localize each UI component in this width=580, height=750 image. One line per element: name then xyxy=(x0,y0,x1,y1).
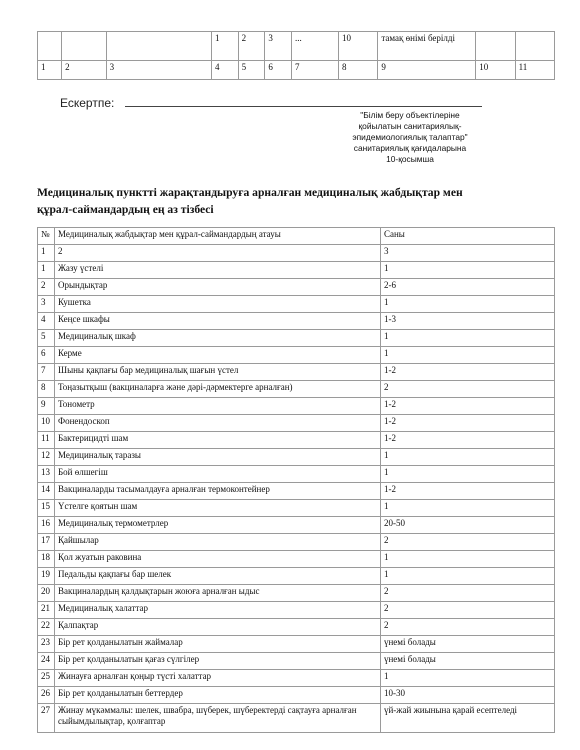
quantity-cell: 1 xyxy=(380,568,554,585)
header-cell: Саны xyxy=(380,228,554,245)
table-row xyxy=(38,245,555,262)
table-cell: 5 xyxy=(238,61,265,80)
quantity-cell: 1-2 xyxy=(380,483,554,500)
row-number-cell: 23 xyxy=(38,636,55,653)
item-name-cell: Вакциналарды тасымалдауға арналған термоконтейнер xyxy=(54,483,380,500)
annex-line: қойылатын санитариялық- xyxy=(358,121,462,131)
item-name-cell: Фонендоскоп xyxy=(54,415,380,432)
table-row xyxy=(38,517,555,534)
item-name-cell: Орындықтар xyxy=(54,279,380,296)
table-cell: 9 xyxy=(378,61,476,80)
table-cell: 6 xyxy=(265,61,292,80)
table-row xyxy=(38,330,555,347)
continued-table xyxy=(37,31,555,80)
row-number-cell: 4 xyxy=(38,313,55,330)
row-number-cell: 8 xyxy=(38,381,55,398)
table-row xyxy=(38,381,555,398)
table-row xyxy=(38,432,555,449)
table-row xyxy=(38,500,555,517)
table-cell: 8 xyxy=(339,61,378,80)
row-number-cell: 20 xyxy=(38,585,55,602)
item-name-cell: Бір рет қолданылатын қағаз сүлгілер xyxy=(54,653,380,670)
table-row xyxy=(38,653,555,670)
item-name-cell: Медициналық шкаф xyxy=(54,330,380,347)
table-cell: ... xyxy=(292,32,339,61)
quantity-cell: 1 xyxy=(380,551,554,568)
equipment-table xyxy=(37,227,555,733)
item-name-cell: Керме xyxy=(54,347,380,364)
row-number-cell: 15 xyxy=(38,500,55,517)
table-cell: 10 xyxy=(339,32,378,61)
table-row xyxy=(38,704,555,733)
table-row xyxy=(38,636,555,653)
table-cell xyxy=(106,32,211,61)
quantity-cell: 1 xyxy=(380,670,554,687)
item-name-cell: Вакциналардың қалдықтарын жоюға арналған ыдыс xyxy=(54,585,380,602)
row-number-cell: 2 xyxy=(38,279,55,296)
table-cell: 3 xyxy=(106,61,211,80)
table-row xyxy=(38,534,555,551)
row-number-cell: 7 xyxy=(38,364,55,381)
table-row xyxy=(38,466,555,483)
row-number-cell: 5 xyxy=(38,330,55,347)
table-cell xyxy=(62,32,106,61)
item-name-cell: Бой өлшегіш xyxy=(54,466,380,483)
item-name-cell: Бір рет қолданылатын беттердер xyxy=(54,687,380,704)
table-row xyxy=(38,313,555,330)
table-row xyxy=(38,483,555,500)
row-number-cell: 3 xyxy=(38,296,55,313)
row-number-cell: 19 xyxy=(38,568,55,585)
quantity-cell: 1 xyxy=(380,330,554,347)
quantity-cell: 2-6 xyxy=(380,279,554,296)
table-header-row xyxy=(38,228,555,245)
item-name-cell: Тонометр xyxy=(54,398,380,415)
quantity-cell: 2 xyxy=(380,534,554,551)
table-row xyxy=(38,585,555,602)
item-name-cell: Педальды қақпағы бар шелек xyxy=(54,568,380,585)
item-name-cell: Тоңазытқыш (вакциналарға және дәрі-дәрмектерге арналған) xyxy=(54,381,380,398)
table-cell: 7 xyxy=(292,61,339,80)
item-name-cell: 2 xyxy=(54,245,380,262)
quantity-cell: 1-2 xyxy=(380,364,554,381)
table-cell: 1 xyxy=(212,32,239,61)
row-number-cell: 18 xyxy=(38,551,55,568)
quantity-cell: 1-2 xyxy=(380,415,554,432)
table-row xyxy=(38,364,555,381)
row-number-cell: 1 xyxy=(38,245,55,262)
table-row xyxy=(38,551,555,568)
table-row xyxy=(38,398,555,415)
quantity-cell: 2 xyxy=(380,619,554,636)
row-number-cell: 11 xyxy=(38,432,55,449)
header-cell: Медициналық жабдықтар мен құрал-саймандардың атауы xyxy=(54,228,380,245)
item-name-cell: Шыны қақпағы бар медициналық шағын үстел xyxy=(54,364,380,381)
table-row xyxy=(38,568,555,585)
quantity-cell: 1-3 xyxy=(380,313,554,330)
row-number-cell: 10 xyxy=(38,415,55,432)
quantity-cell: үнемі болады xyxy=(380,653,554,670)
table-row xyxy=(38,347,555,364)
annex-line: "Білім беру объектілеріне xyxy=(360,110,460,120)
annex-line: эпидемиологиялық талаптар" xyxy=(352,132,468,142)
row-number-cell: 25 xyxy=(38,670,55,687)
quantity-cell: 10-30 xyxy=(380,687,554,704)
table-cell: тамақ өнімі берілді xyxy=(378,32,476,61)
item-name-cell: Кеңсе шкафы xyxy=(54,313,380,330)
table-cell: 11 xyxy=(515,61,554,80)
table-cell: 3 xyxy=(265,32,292,61)
table-row xyxy=(38,670,555,687)
quantity-cell: 1-2 xyxy=(380,432,554,449)
quantity-cell: 1 xyxy=(380,262,554,279)
item-name-cell: Жазу үстелі xyxy=(54,262,380,279)
quantity-cell: 1 xyxy=(380,500,554,517)
item-name-cell: Бактерицидті шам xyxy=(54,432,380,449)
table-cell xyxy=(476,32,515,61)
row-number-cell: 16 xyxy=(38,517,55,534)
annex-line: санитариялық қағидаларына xyxy=(353,143,467,153)
row-number-cell: 13 xyxy=(38,466,55,483)
table-row xyxy=(38,296,555,313)
table-row xyxy=(38,32,555,61)
table-cell: 4 xyxy=(212,61,239,80)
row-number-cell: 17 xyxy=(38,534,55,551)
table-cell: 10 xyxy=(476,61,515,80)
row-number-cell: 14 xyxy=(38,483,55,500)
annex-line: 10-қосымша xyxy=(386,154,434,164)
table-row xyxy=(38,415,555,432)
annex-reference xyxy=(330,110,490,165)
item-name-cell: Медициналық термометрлер xyxy=(54,517,380,534)
quantity-cell: 2 xyxy=(380,381,554,398)
row-number-cell: 1 xyxy=(38,262,55,279)
row-number-cell: 9 xyxy=(38,398,55,415)
table-row xyxy=(38,262,555,279)
item-name-cell: Үстелге қоятын шам xyxy=(54,500,380,517)
quantity-cell: 2 xyxy=(380,585,554,602)
table-cell: 1 xyxy=(38,61,62,80)
table-row xyxy=(38,449,555,466)
note-label: Ескертпе: xyxy=(60,96,115,110)
table-row xyxy=(38,279,555,296)
item-name-cell: Медициналық халаттар xyxy=(54,602,380,619)
quantity-cell: 1 xyxy=(380,296,554,313)
item-name-cell: Қалпақтар xyxy=(54,619,380,636)
table-row xyxy=(38,687,555,704)
item-name-cell: Қол жуатын раковина xyxy=(54,551,380,568)
title-line: құрал-саймандардың ең аз тізбесі xyxy=(37,203,214,216)
table-cell xyxy=(38,32,62,61)
document-title xyxy=(37,184,557,218)
quantity-cell: 1 xyxy=(380,449,554,466)
quantity-cell: 1 xyxy=(380,347,554,364)
row-number-cell: 24 xyxy=(38,653,55,670)
row-number-cell: 27 xyxy=(38,704,55,733)
header-cell: № xyxy=(38,228,55,245)
quantity-cell: үнемі болады xyxy=(380,636,554,653)
item-name-cell: Медициналық таразы xyxy=(54,449,380,466)
item-name-cell: Жинауға арналған қоңыр түсті халаттар xyxy=(54,670,380,687)
item-name-cell: Бір рет қолданылатын жаймалар xyxy=(54,636,380,653)
item-name-cell: Жинау мүкәммалы: шелек, швабра, шүберек, шүберектерді сақтауға арналған сыйымдылықтар, қолғаптар xyxy=(54,704,380,733)
quantity-cell: үй-жай жиынына қарай есептеледі xyxy=(380,704,554,733)
quantity-cell: 20-50 xyxy=(380,517,554,534)
quantity-cell: 1 xyxy=(380,466,554,483)
quantity-cell: 3 xyxy=(380,245,554,262)
row-number-cell: 6 xyxy=(38,347,55,364)
title-line: Медициналық пунктті жарақтандыруға арналған медициналық жабдықтар мен xyxy=(37,186,463,199)
row-number-cell: 22 xyxy=(38,619,55,636)
table-cell: 2 xyxy=(62,61,106,80)
row-number-cell: 21 xyxy=(38,602,55,619)
table-row xyxy=(38,61,555,80)
item-name-cell: Қайшылар xyxy=(54,534,380,551)
table-cell xyxy=(515,32,554,61)
row-number-cell: 12 xyxy=(38,449,55,466)
row-number-cell: 26 xyxy=(38,687,55,704)
quantity-cell: 2 xyxy=(380,602,554,619)
table-row xyxy=(38,619,555,636)
table-cell: 2 xyxy=(238,32,265,61)
quantity-cell: 1-2 xyxy=(380,398,554,415)
item-name-cell: Кушетка xyxy=(54,296,380,313)
note-underline xyxy=(125,106,482,107)
table-row xyxy=(38,602,555,619)
